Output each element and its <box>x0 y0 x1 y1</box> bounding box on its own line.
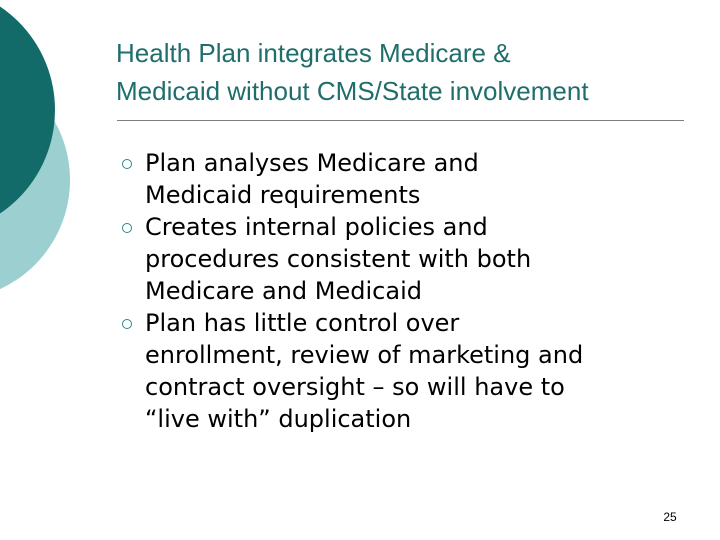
title-divider <box>117 120 684 121</box>
bullet-line: Plan has little control over <box>145 309 460 337</box>
bullet-line: “live with” duplication <box>145 405 412 433</box>
slide-title-line-1: Health Plan integrates Medicare & <box>116 38 511 68</box>
hollow-circle-bullet-icon <box>122 319 132 329</box>
bullet-item-3 <box>116 307 706 435</box>
bullet-line: Medicare and Medicaid <box>145 277 422 305</box>
bullet-line: procedures consistent with both <box>145 245 532 273</box>
slide-title-line-2: Medicaid without CMS/State involvement <box>116 76 589 106</box>
bullet-line: Medicaid requirements <box>145 181 421 209</box>
slide-title <box>116 34 706 110</box>
bullet-line: Creates internal policies and <box>145 213 488 241</box>
bullet-list <box>116 147 706 435</box>
bullet-line: contract oversight – so will have to <box>145 373 565 401</box>
hollow-circle-bullet-icon <box>122 159 132 169</box>
decorative-circles <box>0 0 120 300</box>
bullet-line: enrollment, review of marketing and <box>145 341 584 369</box>
hollow-circle-bullet-icon <box>122 223 132 233</box>
bullet-item-2 <box>116 211 706 307</box>
page-number: 25 <box>663 510 677 524</box>
bullet-item-1 <box>116 147 706 211</box>
bullet-line: Plan analyses Medicare and <box>145 149 479 177</box>
